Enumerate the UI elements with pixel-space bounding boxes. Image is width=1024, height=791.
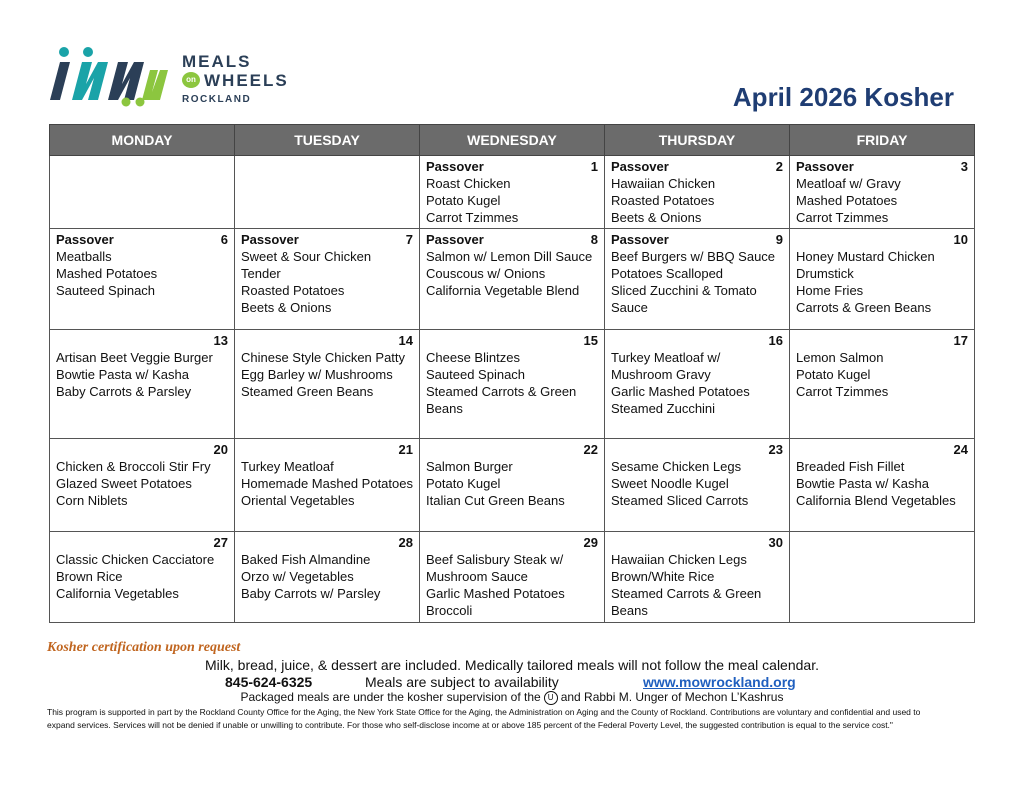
day-cell-header [611, 231, 783, 248]
website-link[interactable]: www.mowrockland.org [643, 674, 796, 690]
day-cell-tuesday [235, 330, 420, 439]
day-header-thursday: THURSDAY [605, 125, 790, 156]
menu-item: Sauteed Spinach [426, 367, 526, 382]
packaged-text-before: Packaged meals are under the kosher supervision of the [240, 690, 541, 704]
day-cell-friday [790, 156, 975, 229]
menu-item: Mashed Potatoes [56, 266, 158, 281]
day-cell-monday [50, 532, 235, 623]
day-cell-monday [50, 156, 235, 229]
date-number: 14 [398, 333, 413, 348]
date-number: 10 [953, 232, 968, 247]
day-cell-header [56, 332, 228, 349]
day-cell-wednesday [420, 330, 605, 439]
day-cell-tuesday [235, 156, 420, 229]
menu-item: Lemon Salmon [796, 350, 884, 365]
logo-on-badge: on [182, 72, 200, 88]
menu-item: Sesame Chicken Legs [611, 459, 742, 474]
day-cell-wednesday [420, 229, 605, 330]
calendar-week-row [50, 330, 975, 439]
menu-item: Brown/White Rice [611, 569, 715, 584]
date-number: 3 [960, 159, 968, 174]
menu-item: Homemade Mashed Potatoes [241, 476, 413, 491]
date-number: 23 [768, 442, 783, 457]
menu-item: Chicken & Broccoli Stir Fry [56, 459, 211, 474]
menu-item: Chinese Style Chicken Patty [241, 350, 406, 365]
day-cell-header [56, 441, 228, 458]
day-cell-thursday [605, 229, 790, 330]
day-cell-header [56, 231, 228, 248]
day-cell-thursday [605, 532, 790, 623]
page-title: April 2026 Kosher [732, 82, 954, 112]
menu-item: Sliced Zucchini & Tomato Sauce [611, 283, 757, 315]
calendar-week-row [50, 229, 975, 330]
day-cell-friday [790, 532, 975, 623]
menu-item: Garlic Mashed Potatoes [426, 586, 565, 601]
menu-item: Italian Cut Green Beans [426, 493, 565, 508]
day-header-tuesday: TUESDAY [235, 125, 420, 156]
menu-item: Roasted Potatoes [241, 283, 345, 298]
menu-item: Baby Carrots & Parsley [56, 384, 192, 399]
day-cell-header [796, 441, 968, 458]
menu-item: California Vegetable Blend [426, 283, 580, 298]
day-cell-header [426, 534, 598, 551]
menu-item: Broccoli [426, 603, 473, 618]
menu-item: Glazed Sweet Potatoes [56, 476, 192, 491]
menu-item: Bowtie Pasta w/ Kasha [56, 367, 189, 382]
day-cell-friday [790, 229, 975, 330]
day-cell-header [426, 158, 598, 175]
day-cell-tuesday [235, 532, 420, 623]
menu-item: Orzo w/ Vegetables [241, 569, 354, 584]
menu-item: Baby Carrots w/ Parsley [241, 586, 381, 601]
day-cell-header [426, 441, 598, 458]
menu-item: Steamed Sliced Carrots [611, 493, 749, 508]
menu-calendar [49, 124, 975, 623]
menu-item: Bowtie Pasta w/ Kasha [796, 476, 929, 491]
day-cell-monday [50, 439, 235, 532]
phone-number: 845-624-6325 [225, 674, 313, 690]
day-cell-header [426, 231, 598, 248]
menu-item: Breaded Fish Fillet [796, 459, 905, 474]
date-number: 16 [768, 333, 783, 348]
meals-on-wheels-logo [46, 44, 289, 108]
menu-item: Carrot Tzimmes [796, 384, 889, 399]
day-cell-header [56, 534, 228, 551]
day-cell-header [796, 158, 968, 175]
menu-item: Carrots & Green Beans [796, 300, 932, 315]
menu-item: Baked Fish Almandine [241, 552, 371, 567]
menu-item: Potato Kugel [426, 476, 501, 491]
packaged-text-after: and Rabbi M. Unger of Mechon L’Kashrus [560, 690, 784, 704]
menu-item: Cheese Blintzes [426, 350, 520, 365]
day-cell-monday [50, 330, 235, 439]
logo-meals-text: MEALS [182, 52, 252, 71]
menu-item: Honey Mustard Chicken Drumstick [796, 249, 935, 281]
menu-item: Egg Barley w/ Mushrooms [241, 367, 393, 382]
menu-item: Steamed Carrots & Green Beans [611, 586, 762, 618]
logo-mark-icon [46, 44, 176, 108]
date-number: 24 [953, 442, 968, 457]
day-cell-header [611, 332, 783, 349]
date-number: 6 [220, 232, 228, 247]
menu-item: Turkey Meatloaf w/ Mushroom Gravy [611, 350, 721, 382]
date-number: 20 [213, 442, 228, 457]
date-number: 29 [583, 535, 598, 550]
kosher-certification-note: Kosher certification upon request [47, 640, 241, 655]
day-cell-tuesday [235, 439, 420, 532]
date-number: 30 [768, 535, 783, 550]
date-number: 9 [775, 232, 783, 247]
menu-item: Sweet Noodle Kugel [611, 476, 729, 491]
date-number: 28 [398, 535, 413, 550]
day-cell-thursday [605, 330, 790, 439]
menu-item: Couscous w/ Onions [426, 266, 546, 281]
date-number: 22 [583, 442, 598, 457]
date-number: 1 [590, 159, 598, 174]
day-cell-wednesday [420, 532, 605, 623]
day-cell-friday [790, 439, 975, 532]
calendar-week-row [50, 439, 975, 532]
date-number: 8 [590, 232, 598, 247]
day-cell-header [241, 441, 413, 458]
menu-item: Home Fries [796, 283, 864, 298]
day-cell-friday [790, 330, 975, 439]
menu-item: Carrot Tzimmes [796, 210, 889, 225]
holiday-label: Passover [56, 232, 114, 247]
menu-item: Sweet & Sour Chicken Tender [241, 249, 372, 281]
date-number: 15 [583, 333, 598, 348]
menu-item: Oriental Vegetables [241, 493, 355, 508]
menu-item: Roast Chicken [426, 176, 511, 191]
menu-item: Turkey Meatloaf [241, 459, 334, 474]
menu-item: Sauteed Spinach [56, 283, 156, 298]
menu-item: Beets & Onions [241, 300, 332, 315]
menu-item: Steamed Green Beans [241, 384, 374, 399]
ou-kosher-symbol-icon: U [544, 691, 558, 705]
day-header-wednesday: WEDNESDAY [420, 125, 605, 156]
day-header-friday: FRIDAY [790, 125, 975, 156]
menu-item: Steamed Carrots & Green Beans [426, 384, 577, 416]
menu-item: Salmon Burger [426, 459, 513, 474]
menu-item: Potatoes Scalloped [611, 266, 724, 281]
menu-item: Brown Rice [56, 569, 123, 584]
date-number: 17 [953, 333, 968, 348]
holiday-label: Passover [611, 232, 669, 247]
day-cell-thursday [605, 156, 790, 229]
holiday-label: Passover [426, 232, 484, 247]
day-cell-header [611, 534, 783, 551]
menu-item: California Blend Vegetables [796, 493, 956, 508]
calendar-week-row [50, 156, 975, 229]
calendar-week-row [50, 532, 975, 623]
date-number: 2 [775, 159, 783, 174]
holiday-label: Passover [796, 159, 854, 174]
menu-item: Roasted Potatoes [611, 193, 715, 208]
menu-item: Hawaiian Chicken Legs [611, 552, 747, 567]
day-cell-header [241, 332, 413, 349]
day-cell-header [241, 231, 413, 248]
date-number: 7 [405, 232, 413, 247]
day-cell-monday [50, 229, 235, 330]
day-cell-header [611, 158, 783, 175]
date-number: 13 [213, 333, 228, 348]
holiday-label: Passover [426, 159, 484, 174]
menu-item: Corn Niblets [56, 493, 128, 508]
logo-wheels-text: WHEELS [204, 71, 289, 90]
day-cell-header [426, 332, 598, 349]
day-cell-header [241, 534, 413, 551]
day-header-monday: MONDAY [50, 125, 235, 156]
holiday-label: Passover [611, 159, 669, 174]
day-cell-header [796, 231, 968, 248]
menu-item: Meatballs [56, 249, 112, 264]
logo-rockland-text: ROCKLAND [182, 94, 252, 105]
menu-item: California Vegetables [56, 586, 179, 601]
date-number: 21 [398, 442, 413, 457]
menu-item: Beef Salisbury Steak w/ Mushroom Sauce [426, 552, 564, 584]
menu-item: Salmon w/ Lemon Dill Sauce [426, 249, 593, 264]
day-cell-wednesday [420, 156, 605, 229]
included-items-note: Milk, bread, juice, & dessert are included. Medically tailored meals will not follow the meal calendar. [205, 657, 819, 673]
menu-item: Potato Kugel [796, 367, 871, 382]
day-cell-header [796, 332, 968, 349]
menu-item: Potato Kugel [426, 193, 501, 208]
menu-item: Artisan Beet Veggie Burger [56, 350, 213, 365]
day-cell-thursday [605, 439, 790, 532]
day-cell-wednesday [420, 439, 605, 532]
menu-item: Garlic Mashed Potatoes [611, 384, 750, 399]
menu-item: Beef Burgers w/ BBQ Sauce [611, 249, 776, 264]
kosher-supervision-note [0, 690, 1024, 705]
calendar-header-row [50, 125, 975, 156]
holiday-label: Passover [241, 232, 299, 247]
menu-item: Steamed Zucchini [611, 401, 716, 416]
availability-note: Meals are subject to availability [365, 674, 559, 690]
menu-item: Meatloaf w/ Gravy [796, 176, 901, 191]
menu-item: Hawaiian Chicken [611, 176, 716, 191]
menu-item: Mashed Potatoes [796, 193, 898, 208]
funding-disclaimer: This program is supported in part by the Rockland County Office for the Aging, the New York State Office for the Aging, the Administration on Aging and the County of Rockland. Contributions are voluntary and confidential and used to expand services. Services will not be denied if unable or unwilling to contribute. For those who self-disclose income at or above 185 percent of the Federal Poverty Level, the suggested contribution is equal to the service cost." [47, 707, 921, 730]
menu-item: Classic Chicken Cacciatore [56, 552, 215, 567]
day-cell-header [611, 441, 783, 458]
menu-item: Beets & Onions [611, 210, 702, 225]
day-cell-tuesday [235, 229, 420, 330]
menu-item: Carrot Tzimmes [426, 210, 519, 225]
date-number: 27 [213, 535, 228, 550]
